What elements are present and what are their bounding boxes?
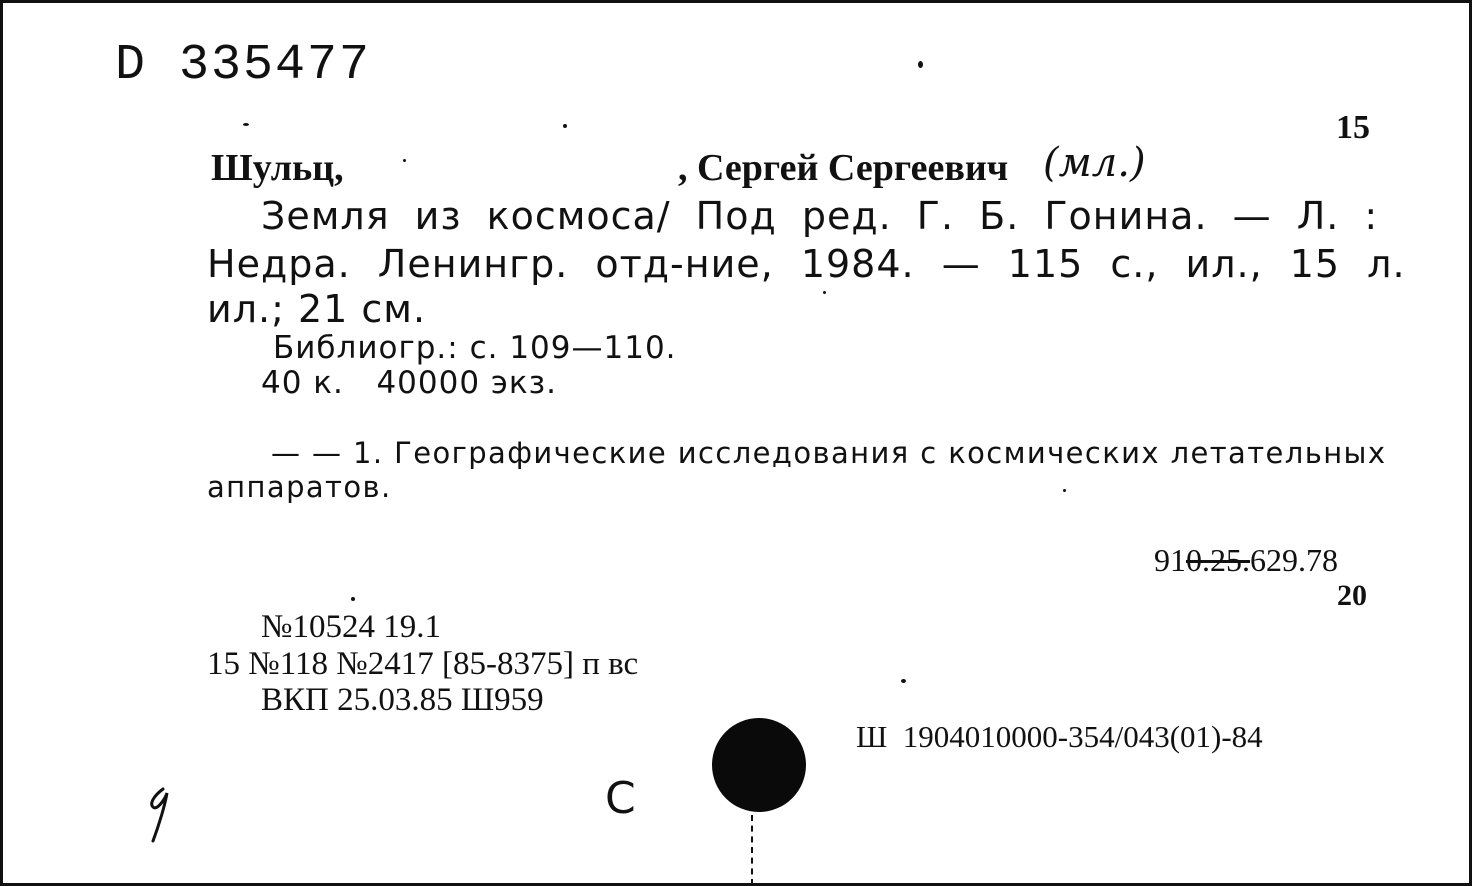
bibliography-note: Библиогр.: с. 109—110.	[273, 330, 677, 366]
udc-struck: 0.25.	[1186, 542, 1250, 578]
top-right-number: 15	[1336, 109, 1370, 146]
speck	[918, 61, 923, 68]
handwritten-mark-icon	[141, 785, 175, 845]
letter-c: С	[605, 773, 636, 824]
price-and-print-run: 40 к. 40000 экз.	[261, 365, 557, 401]
title-line: ил.; 21 см.	[207, 287, 427, 331]
speck	[823, 291, 826, 294]
udc-suffix: 629.78	[1250, 542, 1338, 578]
order-line: №10524 19.1	[261, 609, 441, 645]
card-number: D 335477	[115, 37, 372, 94]
title-line: Земля из космоса/ Под ред. Г. Б. Гонина. — Л. :	[261, 194, 1379, 238]
title-line: Недра. Ленингр. отд-ние, 1984. — 115 с., ил., 15 л.	[207, 242, 1406, 286]
udc-prefix: 91	[1154, 542, 1186, 578]
author-surname: Шульц,	[211, 147, 344, 189]
punch-hole	[712, 718, 806, 812]
subject-heading: — — 1. Географические исследования с космических летательных	[271, 436, 1387, 470]
speck	[563, 124, 567, 128]
order-line: 15 №118 №2417 [85-8375] п вс	[207, 646, 639, 682]
udc-sub: 20	[1337, 579, 1367, 612]
speck	[351, 597, 355, 601]
guide-line	[751, 815, 755, 885]
udc-index	[1154, 544, 1338, 576]
subject-heading: аппаратов.	[207, 470, 392, 504]
speck	[1063, 489, 1066, 492]
handwritten-note: (мл.)	[1043, 140, 1146, 186]
author-given-names: , Сергей Сергеевич	[678, 147, 1009, 189]
speck	[243, 123, 249, 126]
speck	[403, 159, 406, 162]
isbn-code: Ш 1904010000-354/043(01)-84	[856, 719, 1263, 754]
speck	[901, 679, 906, 683]
order-line: ВКП 25.03.85 Ш959	[261, 682, 544, 718]
